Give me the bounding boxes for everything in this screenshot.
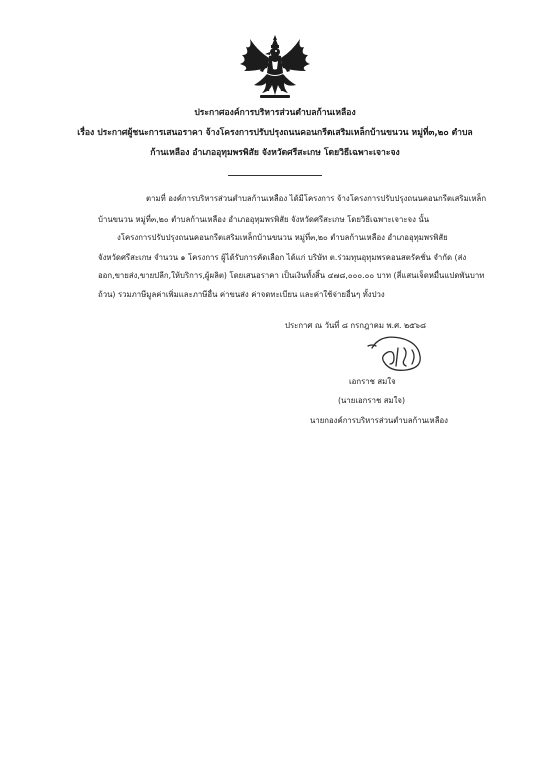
announcement-subject-line-2: ก้านเหลือง อำเภออุทุมพรพิสัย จังหวัดศรีสะเกษ โดยวิธีเฉพาะเจาะจง bbox=[150, 148, 400, 158]
signer-full-name: (นายเอกราช สมใจ) bbox=[338, 396, 406, 405]
announcement-date: ประกาศ ณ วันที่ ๘ กรกฎาคม พ.ศ. ๒๕๖๘ bbox=[285, 321, 426, 330]
body-line: ตามที่ องค์การบริหารส่วนตำบลก้านเหลือง ได้มีโครงการ จ้างโครงการปรับปรุงถนนคอนกรีตเสริมเหล็ก bbox=[146, 194, 487, 203]
body-line: บ้านขนวน หมู่ที่๓,๒๐ ตำบลก้านเหลือง อำเภออุทุมพรพิสัย จังหวัดศรีสะเกษ โดยวิธีเฉพาะเจาะจง นั้น bbox=[98, 215, 430, 224]
signer-position: นายกองค์การบริหารส่วนตำบลก้านเหลือง bbox=[310, 416, 448, 425]
body-line: จังหวัดศรีสะเกษ จำนวน ๑ โครงการ ผู้ได้รับการคัดเลือก ได้แก่ บริษัท ต.ร่วมทุนอุทุมพรคอนสตรัคชั่น จำกัด (ส่ง bbox=[98, 253, 467, 262]
body-line: ถ้วน) รวมภาษีมูลค่าเพิ่มและภาษีอื่น ค่าขนส่ง ค่าจดทะเบียน และค่าใช้จ่ายอื่นๆ ทั้งปวง bbox=[98, 290, 385, 299]
handwritten-signature bbox=[360, 330, 430, 374]
garuda-emblem-icon bbox=[236, 33, 314, 101]
title-divider bbox=[228, 175, 322, 176]
body-line: ออก,ขายส่ง,ขายปลีก,ให้บริการ,ผู้ผลิต) โดยเสนอราคา เป็นเงินทั้งสิ้น ๔๗๘,๐๐๐.๐๐ บาท (สี่แสนเจ็ดหมื่นแปดพันบาท bbox=[98, 271, 485, 280]
signer-name: เอกราช สมใจ bbox=[349, 377, 396, 386]
announcement-title: ประกาศองค์การบริหารส่วนตำบลก้านเหลือง bbox=[194, 108, 356, 118]
body-line: งโครงการปรับปรุงถนนคอนกรีตเสริมเหล็กบ้านขนวน หมู่ที่๓,๒๐ ตำบลก้านเหลือง อำเภออุทุมพรพิสัย bbox=[117, 233, 448, 242]
announcement-subject-line-1: เรื่อง ประกาศผู้ชนะการเสนอราคา จ้างโครงการปรับปรุงถนนคอนกรีตเสริมเหล็กบ้านขนวน หมู่ที่๓,๒๐ ตำบล bbox=[77, 128, 473, 138]
